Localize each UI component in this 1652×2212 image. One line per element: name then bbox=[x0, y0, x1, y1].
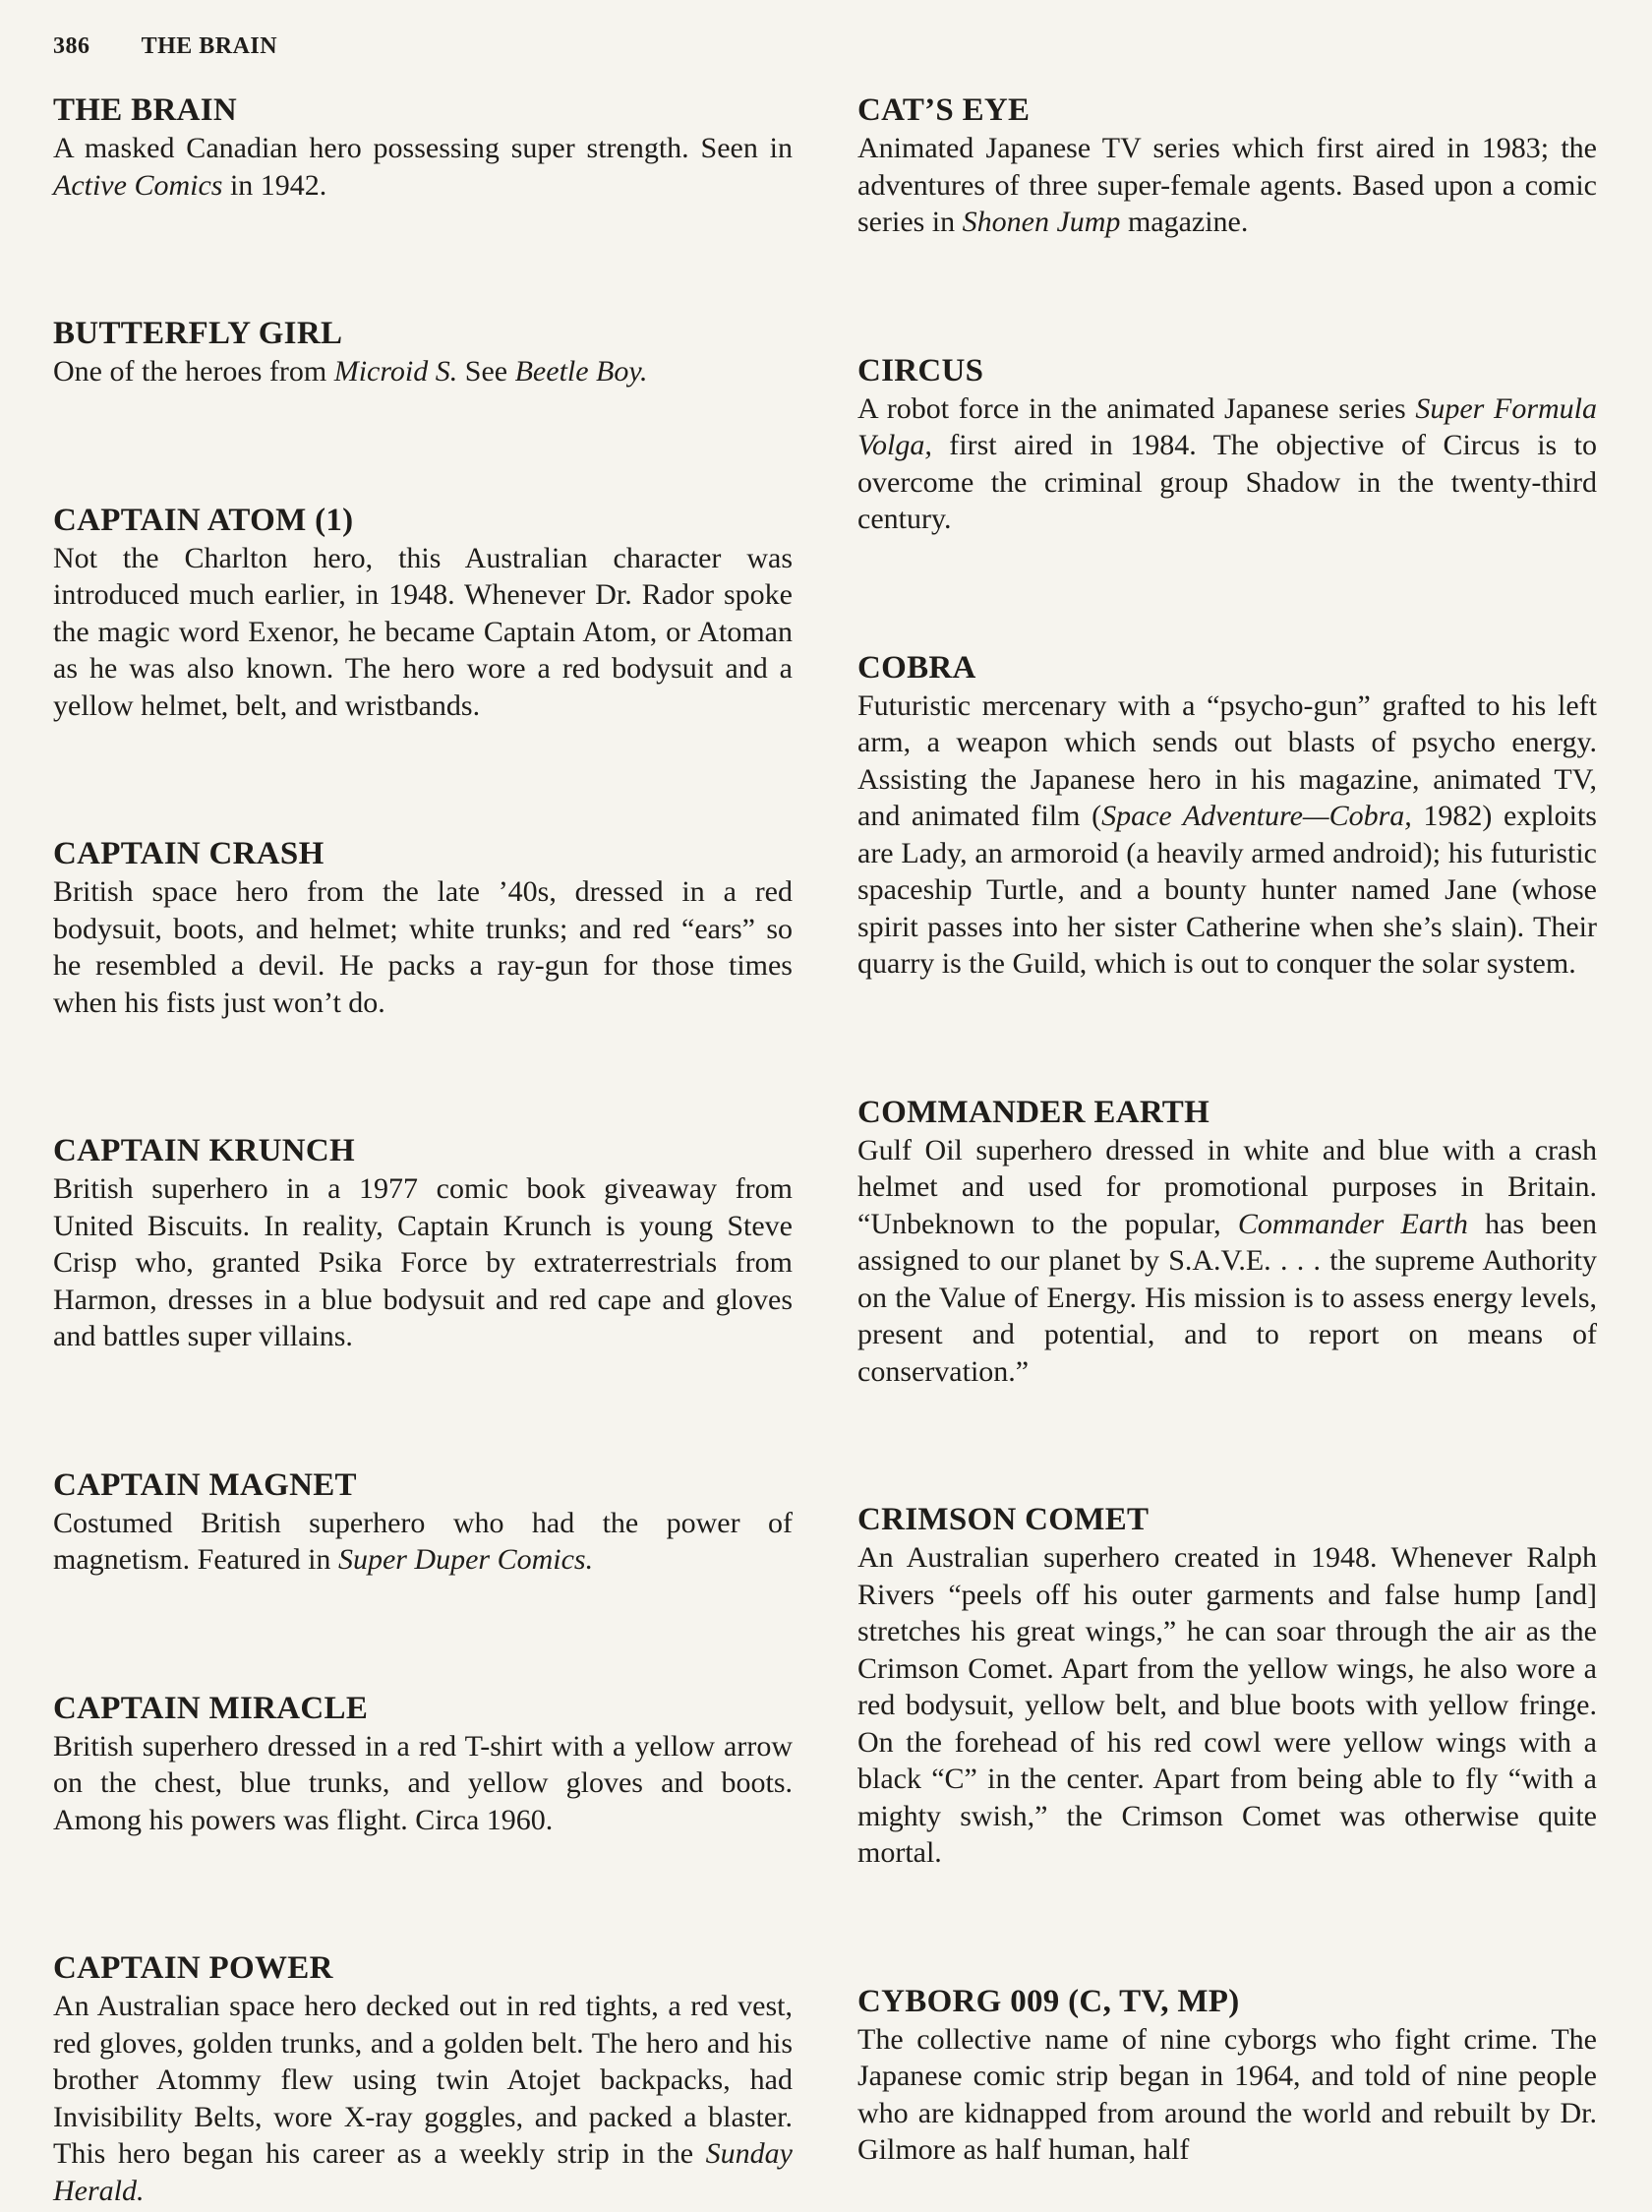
entry-title: CAPTAIN CRASH bbox=[53, 836, 324, 871]
entry-title: CIRCUS bbox=[857, 352, 984, 389]
body-text: See bbox=[457, 355, 515, 388]
entry-body bbox=[53, 130, 793, 204]
body-text: British superhero in a 1977 comic book giveaway from United Biscuits. In reality, Captain Krunch is young Steve Crisp who, granted Psika Force by extraterrestrials from Harmon, dresses in a blue bodysuit and red cape and gloves and battles super villains. bbox=[53, 1172, 793, 1352]
italic-title-text: Active Comics bbox=[53, 168, 223, 202]
entry-spacer bbox=[857, 241, 1597, 351]
entry-body bbox=[53, 540, 793, 725]
entry-body bbox=[53, 1728, 793, 1839]
body-text: The collective name of nine cyborgs who fight crime. The Japanese comic strip began in 1964, and told of nine people who are kidnapped from around the world and rebuilt by Dr. Gilmore as half human, half bbox=[857, 2022, 1597, 2166]
entry-title: CRIMSON COMET bbox=[857, 1502, 1150, 1537]
body-text: Costumed British superhero who had the power of magnetism. Featured in bbox=[53, 1506, 793, 1576]
italic-title-text: Space Adventure—Cobra, bbox=[1101, 800, 1412, 832]
italic-title-text: Super Formula Volga, bbox=[857, 391, 1597, 461]
entry-body bbox=[53, 873, 793, 1021]
entry-spacer bbox=[53, 390, 793, 501]
body-text: A masked Canadian hero possessing super strength. Seen in bbox=[53, 132, 793, 164]
body-text: Gulf Oil superhero dressed in white and blue with a crash helmet and used for promotional purposes in Britain. “Unbeknown to the popular, bbox=[857, 1133, 1597, 1240]
entry-spacer bbox=[53, 1838, 793, 1948]
entry-body bbox=[857, 1539, 1597, 1872]
entry-cat-s-eye bbox=[857, 90, 1597, 241]
entry-spacer bbox=[53, 1579, 793, 1689]
body-text: in 1942. bbox=[222, 168, 327, 202]
body-text: British space hero from the late ’40s, dressed in a red bodysuit, boots, and helmet; white trunks; and red “ears” so he resembled a devil. He packs a ray-gun for those times when his fists just won’t do. bbox=[53, 875, 793, 1019]
entry-body bbox=[857, 2021, 1597, 2169]
body-text: An Australian superhero created in 1948. Whenever Ralph Rivers “peels off his outer garments and false hump [and] stretches his great wings,” he can soar through the air as the Crimson Comet. Apart from the yellow wings, he also wore a red bodysuit, yellow belt, and blue boots with yellow fringe. On the forehead of his red cowl were yellow wings with a black “C” in the center. Apart from being able to fly “with a mighty swish,” the Crimson Comet was otherwise quite mortal. bbox=[857, 1541, 1597, 1869]
body-text: One of the heroes from bbox=[53, 355, 334, 388]
running-title: THE BRAIN bbox=[141, 33, 278, 59]
entry-spacer bbox=[857, 1390, 1597, 1500]
entry-commander-earth bbox=[857, 1093, 1597, 1391]
body-text: An Australian space hero decked out in red tights, a red vest, red gloves, golden trunks, and a golden belt. The hero and his brother Atommy flew using twin Atojet backpacks, had Invisibility Belts, wore X-ray goggles, and packed a blaster. This hero began his career as a weekly strip in the bbox=[53, 1990, 793, 2170]
body-text: Animated Japanese TV series which first aired in 1983; the adventures of three super-female agents. Based upon a comic series in bbox=[857, 132, 1597, 238]
entry-spacer bbox=[53, 1021, 793, 1131]
italic-title-text: Super Duper Comics. bbox=[337, 1543, 594, 1576]
running-head bbox=[53, 33, 277, 60]
body-text: magazine. bbox=[1120, 206, 1249, 238]
italic-title-text: Commander Earth bbox=[1237, 1207, 1468, 1240]
entry-captain-atom-1 bbox=[53, 501, 793, 725]
entry-body bbox=[857, 688, 1597, 983]
entry-title: COMMANDER EARTH bbox=[857, 1094, 1210, 1130]
entry-title: CYBORG 009 (C, TV, MP) bbox=[857, 1983, 1240, 2019]
entry-captain-crash bbox=[53, 834, 793, 1021]
entry-captain-miracle bbox=[53, 1689, 793, 1839]
entry-title: COBRA bbox=[857, 649, 976, 686]
entry-spacer bbox=[53, 1355, 793, 1465]
entry-the-brain bbox=[53, 90, 793, 204]
page-number: 386 bbox=[53, 33, 90, 59]
body-text: 1982) exploits are Lady, an armoroid (a heavily armed android); his futuristic spaceship Turtle, and a bounty hunter named Jane (whose spirit passes into her sister Catherine when she’s slain). Their quarry is the Guild, which is out to conquer the solar system. bbox=[857, 800, 1597, 980]
body-text: Not the Charlton hero, this Australian character was introduced much earlier, in 1948. Whenever Dr. Rador spoke the magic word Exenor, he became Captain Atom, or Atoman as he was also known. The hero wore a red bodysuit and a yellow helmet, belt, and wristbands. bbox=[53, 541, 793, 722]
italic-title-text: Beetle Boy. bbox=[514, 355, 648, 388]
entry-body bbox=[53, 1505, 793, 1579]
entry-title: CAPTAIN POWER bbox=[53, 1950, 333, 1986]
entry-cobra bbox=[857, 648, 1597, 983]
entry-title: THE BRAIN bbox=[53, 92, 237, 128]
body-text: British superhero dressed in a red T-shirt with a yellow arrow on the chest, blue trunks, and yellow gloves and boots. Among his powers was flight. Circa 1960. bbox=[53, 1729, 793, 1836]
body-text: Futuristic mercenary with a “psycho-gun” grafted to his left arm, a weapon which sends out blasts of psycho energy. Assisting the Japanese hero in his magazine, animated TV, and animated film ( bbox=[857, 688, 1597, 832]
entry-captain-magnet bbox=[53, 1465, 793, 1579]
entry-body bbox=[53, 353, 793, 390]
entry-crimson-comet bbox=[857, 1500, 1597, 1872]
entry-spacer bbox=[857, 983, 1597, 1093]
entry-title: CAPTAIN MAGNET bbox=[53, 1466, 357, 1503]
body-text: first aired in 1984. The objective of Circus is to overcome the criminal group Shadow in the twenty-third century. bbox=[857, 429, 1597, 535]
entry-spacer bbox=[53, 724, 793, 834]
entry-body bbox=[53, 1170, 793, 1355]
entry-title: CAT’S EYE bbox=[857, 92, 1031, 128]
entry-circus bbox=[857, 351, 1597, 538]
entry-body bbox=[857, 1132, 1597, 1391]
entry-title: CAPTAIN ATOM (1) bbox=[53, 502, 354, 538]
body-text: has been assigned to our planet by S.A.V.E. . . . the supreme Authority on the Value of Energy. His mission is to assess energy levels, present and potential, and to report on means of conservation.” bbox=[857, 1207, 1597, 1388]
italic-title-text: Microid S. bbox=[333, 355, 458, 388]
left-column bbox=[53, 90, 793, 2209]
entry-captain-power bbox=[53, 1948, 793, 2209]
entry-body bbox=[857, 130, 1597, 241]
right-column bbox=[857, 90, 1597, 2169]
entry-spacer bbox=[53, 204, 793, 314]
entry-spacer bbox=[857, 1872, 1597, 1982]
entry-butterfly-girl bbox=[53, 314, 793, 390]
entry-title: CAPTAIN MIRACLE bbox=[53, 1690, 369, 1726]
entry-captain-krunch bbox=[53, 1131, 793, 1355]
entry-title: BUTTERFLY GIRL bbox=[53, 316, 343, 351]
entry-body bbox=[53, 1988, 793, 2209]
body-text: A robot force in the animated Japanese series bbox=[857, 391, 1416, 425]
entry-title: CAPTAIN KRUNCH bbox=[53, 1133, 356, 1168]
entry-cyborg-009-c-tv-mp bbox=[857, 1982, 1597, 2169]
entry-body bbox=[857, 390, 1597, 538]
italic-title-text: Shonen Jump bbox=[962, 206, 1121, 238]
entry-spacer bbox=[857, 538, 1597, 648]
italic-title-text: Sunday Herald. bbox=[53, 2137, 793, 2207]
